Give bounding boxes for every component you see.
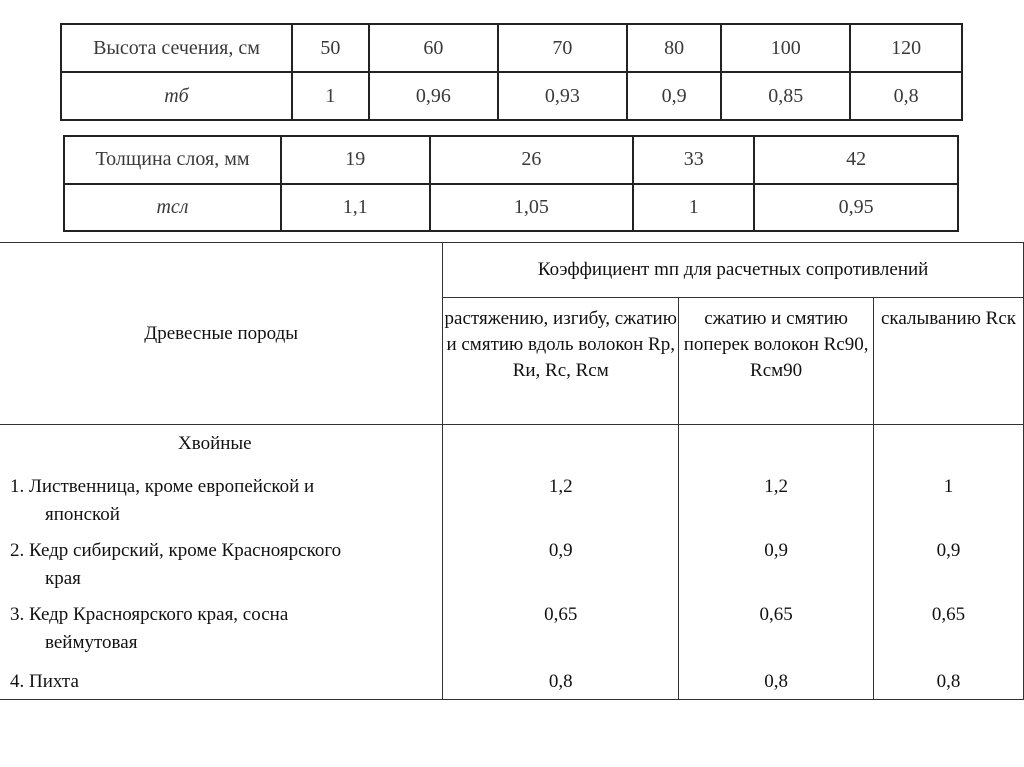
species-header-text: Древесные породы	[144, 322, 299, 344]
table-row	[61, 72, 962, 120]
table-cell: 80	[627, 24, 721, 72]
table-row	[64, 136, 958, 184]
section-height-table	[60, 23, 963, 121]
table-cell: 1	[633, 184, 754, 232]
species-name-line: веймутовая	[45, 632, 138, 653]
table-cell: 0,65	[874, 601, 1024, 665]
table-cell: 1,2	[679, 473, 874, 537]
table-cell	[874, 425, 1024, 474]
table-cell: 42	[754, 136, 958, 184]
table-cell: 0,8	[850, 72, 962, 120]
table-cell: 1	[874, 473, 1024, 537]
table-cell: 0,85	[721, 72, 850, 120]
table-cell	[679, 425, 874, 474]
species-name	[0, 473, 443, 537]
species-name: 4. Пихта	[0, 665, 443, 700]
species-name-line: 3. Кедр Красноярского края, сосна	[10, 604, 289, 625]
table-cell: 0,8	[679, 665, 874, 700]
table-cell: 26	[430, 136, 634, 184]
species-name-line: японской	[45, 504, 120, 525]
species-header	[0, 243, 443, 425]
table-row	[0, 473, 1024, 537]
column-header-tension: растяжению, изгибу, сжатию и смятию вдоль волокон Rр, Rи, Rс, Rсм	[443, 298, 679, 425]
table-cell: 1,1	[281, 184, 430, 232]
table-cell: 0,95	[754, 184, 958, 232]
table-cell: 50	[292, 24, 369, 72]
table-cell	[443, 425, 679, 474]
table-cell: 0,65	[443, 601, 679, 665]
table-row	[0, 425, 1024, 474]
coefficient-header: Коэффициент mп для расчетных сопротивлений	[443, 243, 1024, 298]
table-cell: 1,05	[430, 184, 634, 232]
layer-thickness-table	[63, 135, 959, 232]
table-cell: 0,9	[443, 537, 679, 601]
table-row	[0, 601, 1024, 665]
table-cell: 0,9	[627, 72, 721, 120]
table-row	[0, 537, 1024, 601]
species-name-line: края	[45, 568, 81, 589]
table-cell: 0,96	[369, 72, 498, 120]
table-row	[64, 184, 958, 232]
table-cell: 70	[498, 24, 627, 72]
table-cell: 19	[281, 136, 430, 184]
table-cell: 0,93	[498, 72, 627, 120]
species-name	[0, 537, 443, 601]
group-label: Хвойные	[0, 425, 443, 474]
species-name-line: 2. Кедр сибирский, кроме Красноярского	[10, 540, 342, 561]
table-cell: 0,8	[443, 665, 679, 700]
table-cell: 1,2	[443, 473, 679, 537]
coefficient-mb-label: mб	[61, 72, 292, 120]
table-row	[0, 665, 1024, 700]
table-cell: 120	[850, 24, 962, 72]
table-cell: 100	[721, 24, 850, 72]
table-cell: 0,9	[874, 537, 1024, 601]
species-name-line: 1. Лиственница, кроме европейской и	[10, 476, 315, 497]
column-header-shear: скалыванию Rск	[874, 298, 1024, 425]
wood-species-coefficient-table	[0, 242, 1024, 700]
table-cell: 0,65	[679, 601, 874, 665]
section-height-label: Высота сечения, см	[61, 24, 292, 72]
column-header-compression-across: сжатию и смятию поперек волокон Rс90, Rсм90	[679, 298, 874, 425]
table-row	[61, 24, 962, 72]
table-cell: 0,9	[679, 537, 874, 601]
table-row	[0, 243, 1024, 298]
table-cell: 1	[292, 72, 369, 120]
table-cell: 60	[369, 24, 498, 72]
layer-thickness-label: Толщина слоя, мм	[64, 136, 281, 184]
table-cell: 0,8	[874, 665, 1024, 700]
table-cell: 33	[633, 136, 754, 184]
species-name	[0, 601, 443, 665]
coefficient-msl-label: mсл	[64, 184, 281, 232]
